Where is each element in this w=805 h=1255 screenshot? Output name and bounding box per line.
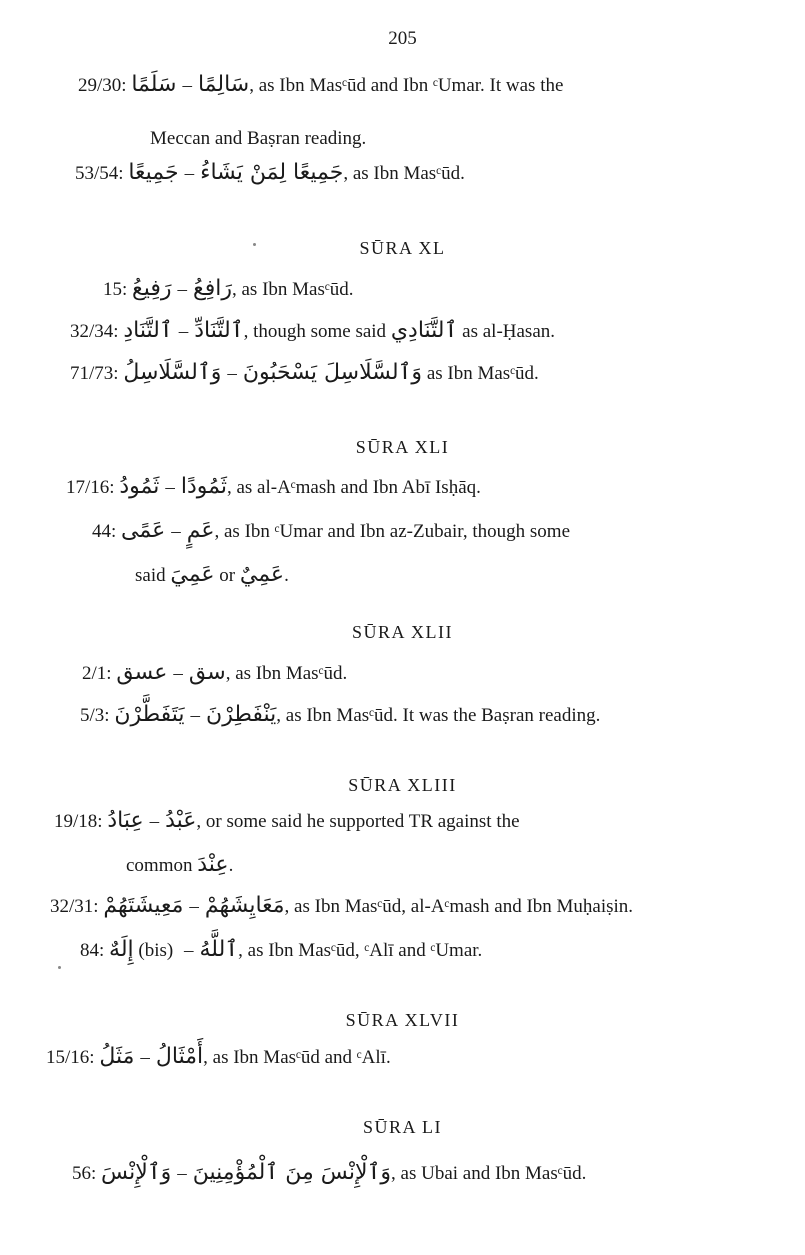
arabic-reading: وَٱلسَّلَاسِلَ يَسْحَبُونَ [242, 360, 423, 385]
continuation-text: common [126, 855, 193, 876]
arabic-reading: عِبَادُ [107, 808, 144, 833]
arabic-reading: عسق [116, 660, 168, 685]
variant-entry [80, 702, 600, 729]
verse-ref: 29/30: [78, 75, 127, 96]
variant-entry [70, 318, 555, 345]
arabic-reading: عِنْدَ [197, 852, 229, 877]
arabic-reading: يَتَفَطَّرْنَ [114, 702, 185, 727]
arabic-reading: عَمٍ [186, 518, 215, 543]
entry-note: , as Ibn Masᶜūd. It was the Baṣran reading. [276, 705, 601, 726]
variant-entry [70, 360, 539, 387]
dash-separator: – [140, 1047, 150, 1068]
dash-separator: – [227, 363, 237, 384]
arabic-reading: أَمْثَالُ [155, 1044, 204, 1069]
entry-note: , as Ibn Masᶜūd, al-Aᶜmash and Ibn Muḥaiṣin. [284, 896, 634, 917]
arabic-reading: وَٱلْإِنْسَ مِنَ ٱلْمُؤْمِنِينَ [192, 1160, 392, 1185]
page-number: 205 [388, 28, 417, 49]
arabic-reading: رَافِعُ [193, 276, 232, 301]
dash-separator: – [177, 1163, 187, 1184]
arabic-reading: رَفِيعُ [132, 276, 172, 301]
arabic-reading: وَٱلسَّلَاسِلُ [123, 360, 222, 385]
verse-ref: 5/3: [80, 705, 110, 726]
entry-note: , as Ibn Masᶜūd. [225, 663, 348, 684]
dash-separator: – [165, 477, 175, 498]
dash-separator: – [171, 521, 181, 542]
variant-entry [78, 72, 563, 99]
entry-continuation [126, 852, 233, 879]
verse-ref: 84: [80, 940, 105, 961]
entry-note: , as al-Aᶜmash and Ibn Abī Isḥāq. [226, 477, 481, 498]
dash-separator: – [189, 896, 199, 917]
sura-heading: SŪRA XLIII [348, 775, 457, 795]
entry-note: , as Ubai and Ibn Masᶜūd. [391, 1163, 587, 1184]
verse-ref: 2/1: [82, 663, 112, 684]
continuation-text: . [228, 855, 234, 876]
verse-ref: 15: [103, 279, 128, 300]
variant-entry [80, 937, 482, 964]
arabic-reading: إِلَهٌ [109, 937, 134, 962]
continuation-text: said [135, 565, 166, 586]
sura-heading: SŪRA XL [359, 238, 446, 258]
arabic-reading: ٱلتَّنَادِ [123, 318, 173, 343]
arabic-reading: ٱلتَّنَادِّ [194, 318, 244, 343]
sura-heading: SŪRA XLI [355, 437, 450, 457]
variant-entry [46, 1044, 391, 1071]
arabic-reading: ٱلتَّنَادِي [390, 318, 458, 343]
verse-ref: 15/16: [46, 1047, 95, 1068]
verse-ref: 71/73: [70, 363, 119, 384]
arabic-reading: جَمِيعًا لِمَنْ يَشَاءُ [200, 160, 344, 185]
verse-ref: 32/31: [50, 896, 99, 917]
entry-note: as al-Ḥasan. [457, 321, 556, 342]
dash-separator: – [149, 811, 160, 832]
verse-ref: 44: [92, 521, 117, 542]
dash-separator: – [177, 279, 188, 300]
variant-entry [92, 518, 570, 545]
entry-note: , as Ibn ᶜUmar and Ibn az-Zubair, though some [214, 521, 570, 542]
arabic-reading: مَعَايِشَهُمْ [204, 893, 285, 918]
arabic-reading: يَنْفَطِرْنَ [206, 702, 277, 727]
dash-separator: – [190, 705, 201, 726]
arabic-reading: سَلَمًا [131, 72, 177, 97]
arabic-reading: وَٱلْإِنْسَ [101, 1160, 172, 1185]
arabic-reading: ثَمُودُ [119, 474, 160, 499]
variant-entry [66, 474, 481, 501]
entry-continuation [135, 562, 289, 589]
arabic-reading: عَبْدُ [165, 808, 197, 833]
arabic-reading: سَالِمًا [197, 72, 250, 97]
print-speck [58, 966, 61, 969]
dash-separator: – [183, 940, 194, 961]
variant-entry [72, 1160, 586, 1187]
arabic-reading: عَمِيَ [170, 562, 215, 587]
variant-entry [103, 276, 354, 303]
entry-continuation: Meccan and Baṣran reading. [150, 128, 367, 149]
dash-separator: – [182, 75, 192, 96]
arabic-reading: ٱللَّهُ [199, 937, 239, 962]
sura-heading: SŪRA XLII [351, 622, 453, 642]
entry-note: , as Ibn Masᶜūd, ᶜAlī and ᶜUmar. [238, 940, 483, 961]
dash-separator: – [184, 163, 195, 184]
variant-entry [50, 893, 633, 920]
entry-note: , as Ibn Masᶜūd. [232, 279, 354, 300]
dash-separator: – [178, 321, 189, 342]
entry-note: , as Ibn Masᶜūd and ᶜAlī. [203, 1047, 391, 1068]
bis-note: (bis) [133, 940, 178, 961]
arabic-reading: ثَمُودًا [180, 474, 227, 499]
variant-entry [75, 160, 465, 187]
arabic-reading: عَمًى [121, 518, 166, 543]
arabic-reading: جَمِيعًا [128, 160, 179, 185]
variant-entry [54, 808, 520, 835]
continuation-text: . [284, 565, 289, 586]
continuation-text: or [219, 565, 236, 586]
verse-ref: 53/54: [75, 163, 124, 184]
entry-note: , as Ibn Masᶜūd. [343, 163, 465, 184]
entry-note: , as Ibn Masᶜūd and Ibn ᶜUmar. It was the [249, 75, 564, 96]
arabic-reading: مَعِيشَتَهُمْ [103, 893, 184, 918]
entry-note: as Ibn Masᶜūd. [422, 363, 539, 384]
entry-note: , though some said [243, 321, 387, 342]
verse-ref: 19/18: [54, 811, 103, 832]
arabic-reading: عَمِيٌ [239, 562, 285, 587]
entry-note: , or some said he supported TR against the [196, 811, 520, 832]
sura-heading: SŪRA XLVII [345, 1010, 460, 1030]
verse-ref: 56: [72, 1163, 97, 1184]
dash-separator: – [173, 663, 183, 684]
arabic-reading: سق [188, 660, 226, 685]
verse-ref: 32/34: [70, 321, 119, 342]
sura-heading: SŪRA LI [362, 1117, 442, 1137]
variant-entry [82, 660, 347, 687]
verse-ref: 17/16: [66, 477, 115, 498]
arabic-reading: مَثَلُ [99, 1044, 135, 1069]
